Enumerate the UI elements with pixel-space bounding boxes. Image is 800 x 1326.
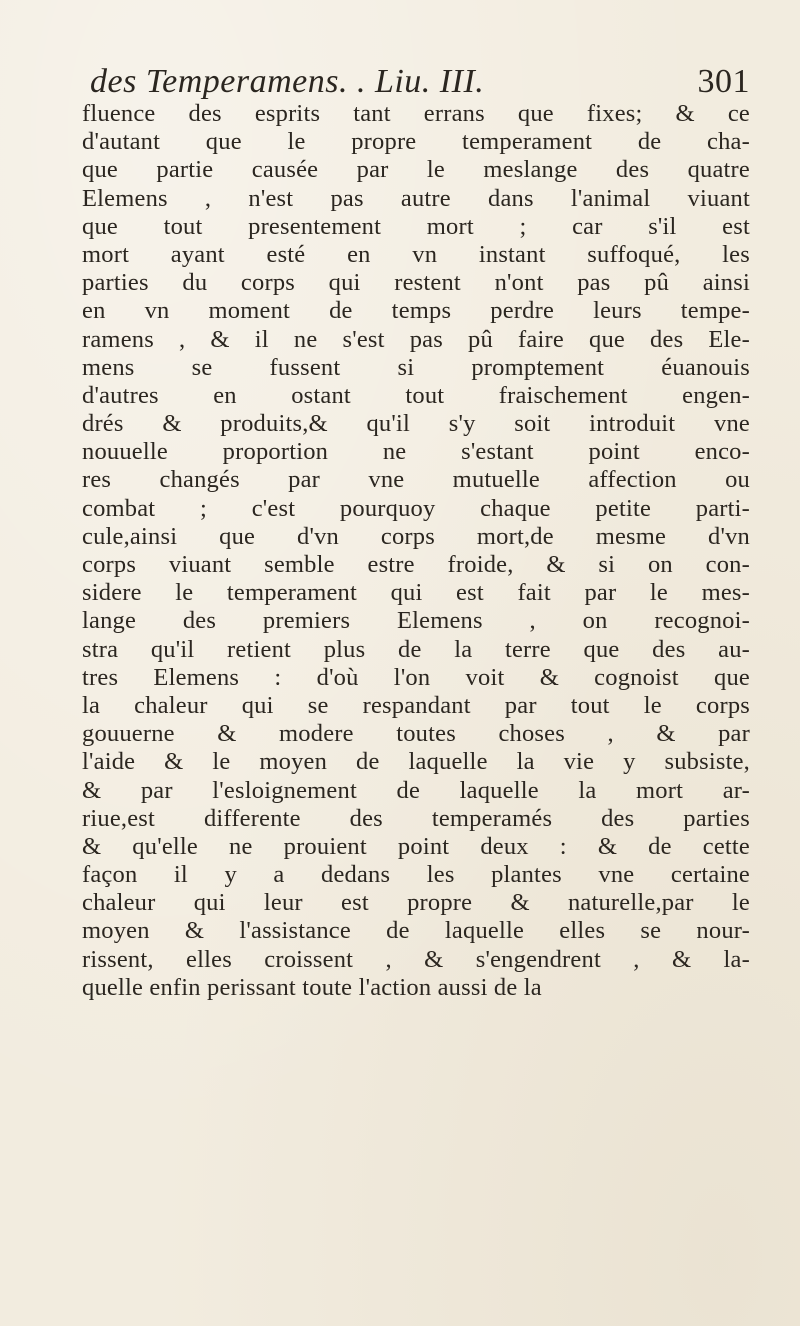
- running-title: des Temperamens. .: [90, 63, 366, 100]
- text-line: riue,est differente des temperamés des parties: [82, 804, 750, 832]
- text-line: moyen & l'assistance de laquelle elles se nour-: [82, 917, 750, 945]
- text-line: d'autres en ostant tout fraischement engen-: [82, 381, 750, 409]
- text-line: mort ayant esté en vn instant suffoqué, les: [82, 240, 750, 268]
- text-line: chaleur qui leur est propre & naturelle,par le: [82, 889, 750, 917]
- body-text: [82, 100, 750, 1002]
- text-line: mens se fussent si promptement éuanouis: [82, 353, 750, 381]
- text-line: la chaleur qui se respandant par tout le corps: [82, 691, 750, 719]
- text-line: tres Elemens : d'où l'on voit & cognoist que: [82, 663, 750, 691]
- page-number: 301: [697, 63, 750, 100]
- text-line: corps viuant semble estre froide, & si on con-: [82, 551, 750, 578]
- text-line: Elemens , n'est pas autre dans l'animal viuant: [82, 184, 750, 212]
- text-line: parties du corps qui restent n'ont pas pû ainsi: [82, 269, 750, 297]
- text-line: nouuelle proportion ne s'estant point enco-: [82, 438, 750, 466]
- text-line: l'aide & le moyen de laquelle la vie y subsiste,: [82, 748, 750, 776]
- text-line: combat ; c'est pourquoy chaque petite parti-: [82, 494, 750, 522]
- text-line: que partie causée par le meslange des quatre: [82, 156, 750, 184]
- text-line: ramens , & il ne s'est pas pû faire que des Ele-: [82, 325, 750, 353]
- text-line: fluence des esprits tant errans que fixes; & ce: [82, 100, 750, 127]
- text-line: & par l'esloignement de laquelle la mort ar-: [82, 776, 750, 804]
- text-line: rissent, elles croissent , & s'engendrent , & la-: [82, 945, 750, 973]
- text-line: cule,ainsi que d'vn corps mort,de mesme d'vn: [82, 522, 750, 550]
- book-reference: Liu. III.: [374, 63, 485, 100]
- text-line: façon il y a dedans les plantes vne certaine: [82, 861, 750, 889]
- text-line: stra qu'il retient plus de la terre que des au-: [82, 635, 750, 663]
- text-line: gouuerne & modere toutes choses , & par: [82, 720, 750, 748]
- text-line: & qu'elle ne prouient point deux : & de cette: [82, 832, 750, 860]
- page-header: [90, 62, 750, 102]
- text-line: quelle enfin perissant toute l'action aussi de la: [82, 973, 542, 1001]
- text-line: sidere le temperament qui est fait par le mes-: [82, 579, 750, 607]
- text-line: d'autant que le propre temperament de cha-: [82, 128, 750, 156]
- text-line: drés & produits,& qu'il s'y soit introduit vne: [82, 410, 750, 438]
- text-line: que tout presentement mort ; car s'il est: [82, 212, 750, 240]
- text-line: res changés par vne mutuelle affection ou: [82, 466, 750, 494]
- text-line: lange des premiers Elemens , on recognoi-: [82, 607, 750, 635]
- text-line: en vn moment de temps perdre leurs tempe-: [82, 297, 750, 325]
